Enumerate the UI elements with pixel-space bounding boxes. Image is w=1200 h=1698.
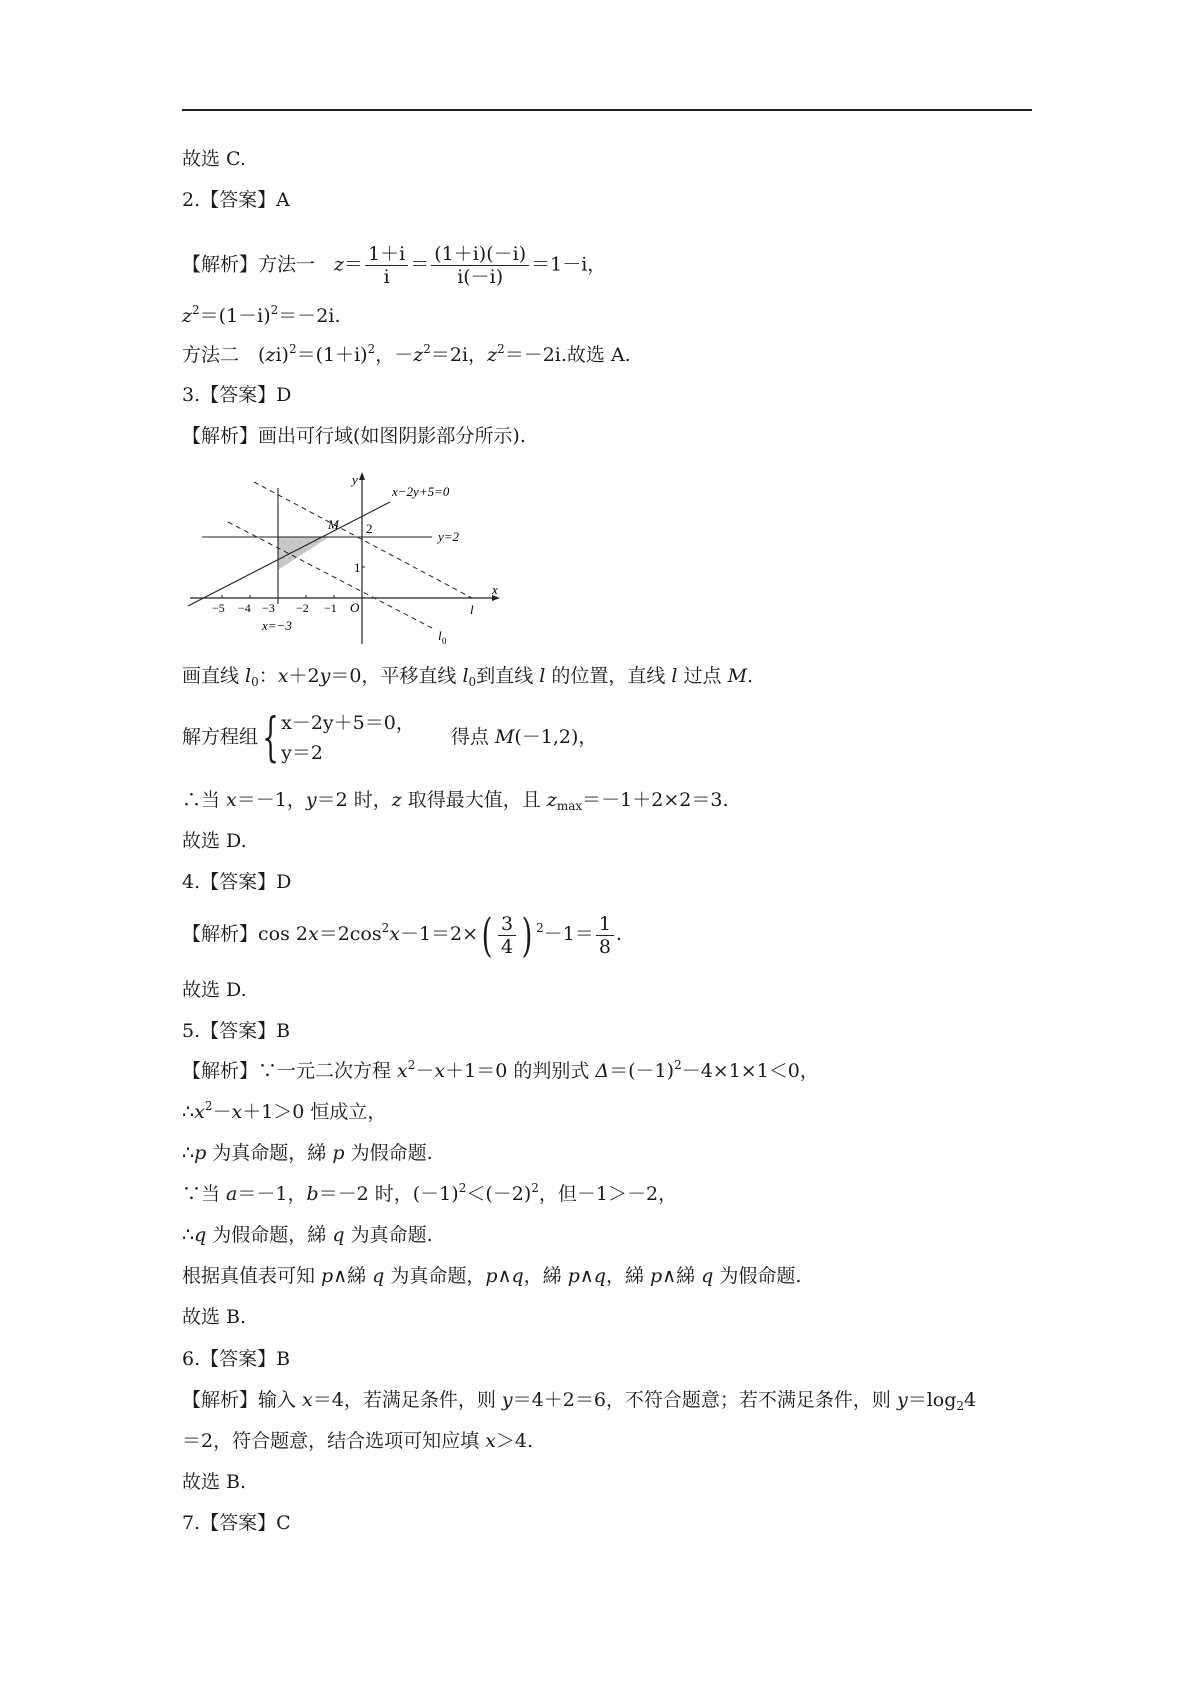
text-line-1: 故选 C.: [182, 148, 246, 170]
solution-2-method-1: 【解析】方法一 z＝ $\frac{1+i}{i}$ ＝ $\frac{(1+i)(-i)}{i(-i)}$ ＝1－i，: [182, 243, 607, 288]
label-line-l: l: [470, 602, 474, 617]
text-line-22: 故选 B.: [182, 1306, 247, 1328]
feasible-region-graph: [182, 466, 512, 646]
text-line-11: 故选 D.: [182, 830, 247, 852]
label-line-l0-sub: 0: [442, 636, 447, 646]
equation-system: x－2y＋5＝0， y＝2: [281, 712, 415, 764]
solution-3-system: 解方程组{ x－2y＋5＝0， y＝2 得点 M(－1,2)，: [182, 708, 598, 768]
answer-4: 4.【答案】D: [182, 871, 292, 893]
origin-label: O: [350, 600, 360, 615]
point-m-label: M: [328, 517, 339, 532]
tick-label-neg1: −1: [324, 601, 337, 615]
solution-4: 【解析】$\cos 2x=2\cos^2x-1=2\times$( $\frac{3}{4}$ ) $^2$－1＝ $\frac{1}{8}$ .: [182, 908, 622, 962]
solution-5-line-1: 【解析】∵一元二次方程 $x^2-x+1=0$ 的判别式 $\Delta=(-1)^2-4\times 1\times 1<0$，: [182, 1058, 819, 1082]
label-line-l0: l: [438, 628, 442, 643]
fraction: $\frac{1}{8}$: [596, 913, 614, 958]
solution-3-max: ∴当 x＝－1，y＝2 时，z 取得最大值，且 $z_{max}=-1+2\times 2=3$.: [182, 789, 729, 813]
y-axis-label: y: [352, 472, 358, 487]
fraction: $\frac{(1+i)(-i)}{i(-i)}$: [431, 243, 529, 288]
tick-label-neg2: −2: [296, 601, 309, 615]
tick-label-neg3: −3: [262, 601, 275, 615]
label-y2: y=2: [438, 529, 460, 544]
solution-2-method-2: 方法二 $(zi)^2=(1+i)^2$，$-z^2=2i$，$z^2=-2i$.故选 A.: [182, 342, 631, 366]
tick-label-neg4: −4: [238, 601, 251, 615]
solution-5-line-5: ∴q 为假命题，綈 q 为真命题.: [182, 1224, 433, 1246]
answer-7: 7.【答案】C: [182, 1512, 291, 1534]
shaded-region: [278, 537, 329, 570]
header-rule: [182, 109, 1032, 111]
text-line-14: 故选 D.: [182, 979, 247, 1001]
y-axis-arrow: [359, 472, 365, 480]
solution-3-line-l0: 画直线 $l_0$：x＋2y＝0，平移直线 $l_0$到直线 l 的位置，直线 l 过点 M.: [182, 665, 754, 689]
text-line-4: $z^2=(1-i)^2=-2i$.: [182, 303, 341, 327]
tick-label-neg5: −5: [212, 601, 225, 615]
left-brace: {: [262, 708, 279, 768]
fraction: $\frac{1+i}{i}$: [365, 243, 408, 288]
answer-5: 5.【答案】B: [182, 1020, 291, 1042]
solution-6-line-2: ＝2，符合题意，结合选项可知应填 x＞4.: [182, 1430, 533, 1452]
answer-3: 3.【答案】D: [182, 384, 292, 406]
answer-2: 2.【答案】A: [182, 189, 290, 211]
x-axis-label: x: [492, 582, 498, 597]
solution-5-line-2: $\therefore x^2-x+1>0$ 恒成立，: [182, 1099, 387, 1123]
tick-label-2: 2: [366, 521, 373, 536]
text-line-26: 故选 B.: [182, 1471, 247, 1493]
solution-5-line-4: ∵当 a＝－1，b＝－2 时，$(-1)^2<(-2)^2$，但－1＞－2，: [182, 1181, 678, 1205]
tick-label-1: 1: [354, 560, 361, 575]
fraction: $\frac{3}{4}$: [498, 913, 516, 958]
solution-6-line-1: 【解析】输入 x＝4，若满足条件，则 y＝4＋2＝6，不符合题意；若不满足条件，则 $y=\log_24$: [182, 1389, 977, 1413]
answer-6: 6.【答案】B: [182, 1348, 291, 1370]
solution-5-line-3: ∴p 为真命题，綈 p 为假命题.: [182, 1142, 433, 1164]
solution-3-intro: 【解析】画出可行域(如图阴影部分所示).: [182, 425, 526, 447]
label-line1: x−2y+5=0: [392, 484, 450, 499]
solution-5-line-6: 根据真值表可知 p∧綈 q 为真命题，p∧q，綈 p∧q，綈 p∧綈 q 为假命题.: [182, 1265, 802, 1287]
label-x-neg3: x=−3: [262, 618, 292, 633]
